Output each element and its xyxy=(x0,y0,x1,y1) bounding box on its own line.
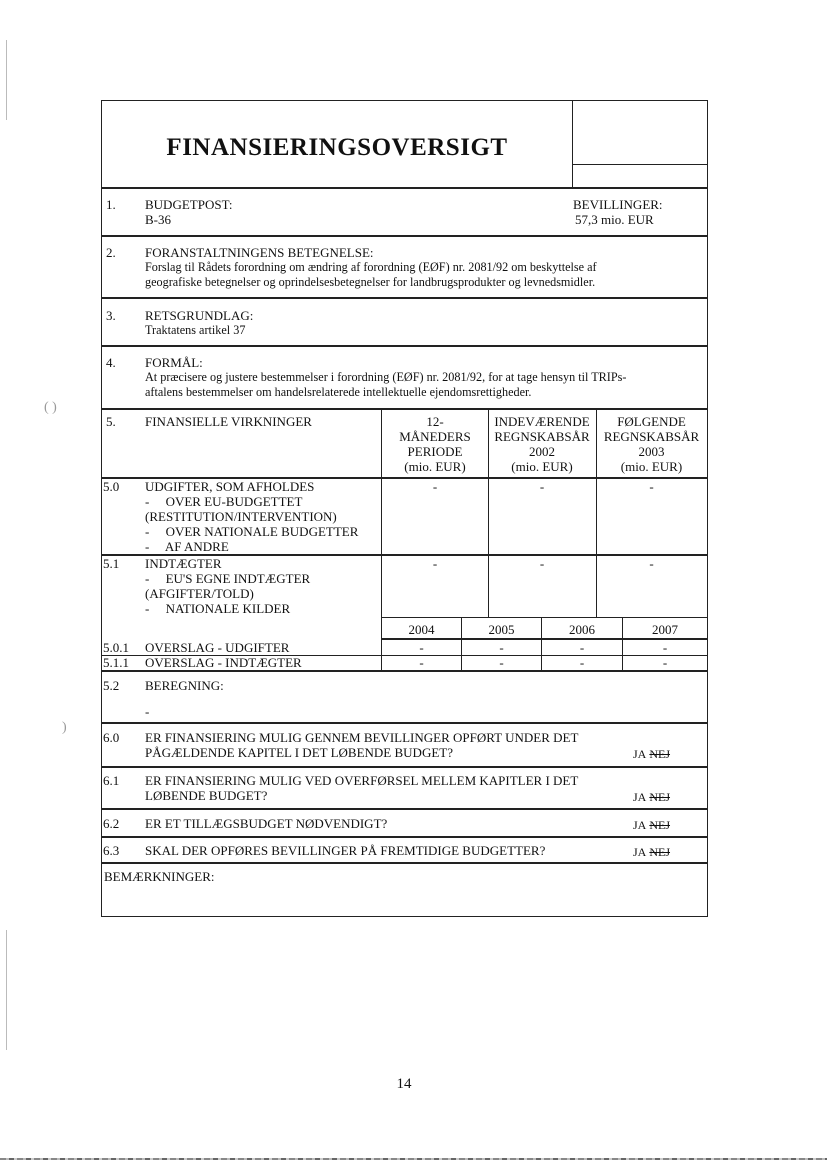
question-text: ER FINANSIERING MULIG VED OVERFØRSEL MELLEM KAPITLER I DET xyxy=(145,773,579,788)
divider xyxy=(101,187,708,189)
divider xyxy=(101,862,708,864)
row-label: INDTÆGTER xyxy=(145,556,222,571)
divider xyxy=(101,722,708,724)
legal-basis-value: Traktatens artikel 37 xyxy=(145,323,246,337)
measure-name-text: geografiske betegnelser og oprindelsesbetegnelser for landbrugsprodukter og levnedsmidler. xyxy=(145,275,596,289)
divider xyxy=(101,297,708,299)
divider xyxy=(101,766,708,768)
cell-value: - xyxy=(432,556,438,571)
year-header: 2005 xyxy=(488,622,515,637)
cell-value: - xyxy=(539,556,545,571)
cell-value: - xyxy=(579,640,585,655)
cell-value: - xyxy=(662,655,668,670)
divider xyxy=(101,836,708,838)
column-header-current-year: REGNSKABSÅR xyxy=(494,429,590,444)
divider xyxy=(101,408,708,410)
divider xyxy=(101,670,708,672)
divider xyxy=(101,235,708,237)
budget-item-value: B-36 xyxy=(145,212,171,227)
question-text: ER FINANSIERING MULIG GENNEM BEVILLINGER OPFØRT UNDER DET xyxy=(145,730,579,745)
measure-name-text: Forslag til Rådets forordning om ændring af forordning (EØF) nr. 2081/92 om beskyttelse af xyxy=(145,260,597,274)
row-number: 5.0 xyxy=(103,479,120,494)
frame-bottom xyxy=(101,916,708,917)
yes-option: JA xyxy=(633,818,647,832)
yes-no-answer xyxy=(633,818,670,833)
row-label: (AFGIFTER/TOLD) xyxy=(145,586,254,601)
no-option-struck: NEJ xyxy=(649,845,671,859)
yes-option: JA xyxy=(633,747,647,761)
cell-value: - xyxy=(499,655,504,670)
row-number: 6.0 xyxy=(103,730,120,745)
scan-artifact: ( ) xyxy=(44,400,57,415)
yes-no-answer xyxy=(633,790,670,805)
row-label: - OVER EU-BUDGETTET xyxy=(145,494,303,509)
scan-edge-mark xyxy=(6,930,7,1050)
calculation-label: BEREGNING: xyxy=(145,678,224,693)
column-header-12-month: PERIODE xyxy=(407,444,463,459)
cell-value: - xyxy=(419,655,424,670)
row-number: 5.2 xyxy=(103,678,120,693)
row-number: 5.1.1 xyxy=(103,655,129,670)
appropriations-value: 57,3 mio. EUR xyxy=(575,212,654,227)
title-box-line xyxy=(572,164,708,165)
section-number: 1. xyxy=(106,197,116,212)
row-label: - EU'S EGNE INDTÆGTER xyxy=(145,571,311,586)
row-number: 5.0.1 xyxy=(103,640,129,655)
grid-line xyxy=(488,408,489,617)
row-label: OVERSLAG - INDTÆGTER xyxy=(145,655,302,670)
column-header-12-month: 12- xyxy=(426,414,444,429)
legal-basis-label: RETSGRUNDLAG: xyxy=(145,308,254,323)
frame-top xyxy=(101,100,708,101)
grid-line xyxy=(596,408,597,617)
divider xyxy=(101,345,708,347)
cell-value: - xyxy=(662,640,668,655)
scan-bottom-edge xyxy=(0,1158,827,1160)
scan-artifact: ) xyxy=(62,720,67,735)
row-number: 6.3 xyxy=(103,843,120,858)
no-option-struck: NEJ xyxy=(649,818,671,832)
year-header: 2007 xyxy=(652,622,678,637)
row-label: - NATIONALE KILDER xyxy=(145,601,291,616)
column-header-current-year: INDEVÆRENDE xyxy=(494,414,590,429)
financial-effects-label: FINANSIELLE VIRKNINGER xyxy=(145,414,312,429)
question-text: SKAL DER OPFØRES BEVILLINGER PÅ FREMTIDIGE BUDGETTER? xyxy=(145,843,546,858)
row-label: UDGIFTER, SOM AFHOLDES xyxy=(145,479,315,494)
divider xyxy=(101,808,708,810)
cell-value: - xyxy=(432,479,438,494)
column-header-next-year: 2003 xyxy=(638,444,665,459)
column-header-12-month: MÅNEDERS xyxy=(399,429,471,444)
scan-edge-mark xyxy=(6,40,7,120)
no-option-struck: NEJ xyxy=(649,747,671,761)
year-header: 2006 xyxy=(569,622,595,637)
column-header-next-year: FØLGENDE xyxy=(617,414,686,429)
row-label: (RESTITUTION/INTERVENTION) xyxy=(145,509,337,524)
title-box-divider xyxy=(572,100,573,188)
yes-no-answer xyxy=(633,747,670,762)
cell-value: - xyxy=(649,479,654,494)
section-number: 4. xyxy=(106,355,116,370)
yes-no-answer xyxy=(633,845,670,860)
page-number: 14 xyxy=(396,1076,412,1092)
no-option-struck: NEJ xyxy=(649,790,671,804)
year-header: 2004 xyxy=(408,622,435,637)
row-number: 6.1 xyxy=(103,773,120,788)
column-header-next-year: (mio. EUR) xyxy=(620,459,683,474)
divider xyxy=(381,617,708,618)
section-number: 5. xyxy=(106,414,116,429)
row-label: - OVER NATIONALE BUDGETTER xyxy=(145,524,359,539)
calculation-value: - xyxy=(145,704,150,719)
question-text: PÅGÆLDENDE KAPITEL I DET LØBENDE BUDGET? xyxy=(145,745,453,760)
measure-name-label: FORANSTALTNINGENS BETEGNELSE: xyxy=(145,245,374,260)
remarks-label: BEMÆRKNINGER: xyxy=(104,869,215,884)
section-number: 3. xyxy=(106,308,116,323)
row-number: 6.2 xyxy=(103,816,120,831)
cell-value: - xyxy=(539,479,545,494)
budget-item-label: BUDGETPOST: xyxy=(145,197,233,212)
section-number: 2. xyxy=(106,245,116,260)
purpose-label: FORMÅL: xyxy=(145,355,203,370)
row-number: 5.1 xyxy=(103,556,120,571)
cell-value: - xyxy=(579,655,585,670)
column-header-12-month: (mio. EUR) xyxy=(404,459,466,474)
frame-right xyxy=(707,100,708,917)
cell-value: - xyxy=(419,640,424,655)
page-title: FINANSIERINGSOVERSIGT xyxy=(166,134,508,161)
appropriations-label: BEVILLINGER: xyxy=(573,197,663,212)
row-label: OVERSLAG - UDGIFTER xyxy=(145,640,290,655)
column-header-current-year: 2002 xyxy=(529,444,555,459)
question-text: ER ET TILLÆGSBUDGET NØDVENDIGT? xyxy=(145,816,388,831)
yes-option: JA xyxy=(633,790,647,804)
row-label: - AF ANDRE xyxy=(145,539,229,554)
purpose-text: At præcisere og justere bestemmelser i forordning (EØF) nr. 2081/92, for at tage hensyn til TRIPs- xyxy=(145,370,627,384)
question-text: LØBENDE BUDGET? xyxy=(145,788,268,803)
column-header-next-year: REGNSKABSÅR xyxy=(603,429,700,444)
cell-value: - xyxy=(499,640,504,655)
frame-left xyxy=(101,100,102,917)
column-header-current-year: (mio. EUR) xyxy=(511,459,573,474)
grid-line xyxy=(381,408,382,617)
yes-option: JA xyxy=(633,845,647,859)
purpose-text: aftalens bestemmelser om handelsrelaterede intellektuelle ejendomsrettigheder. xyxy=(145,385,532,399)
cell-value: - xyxy=(649,556,654,571)
